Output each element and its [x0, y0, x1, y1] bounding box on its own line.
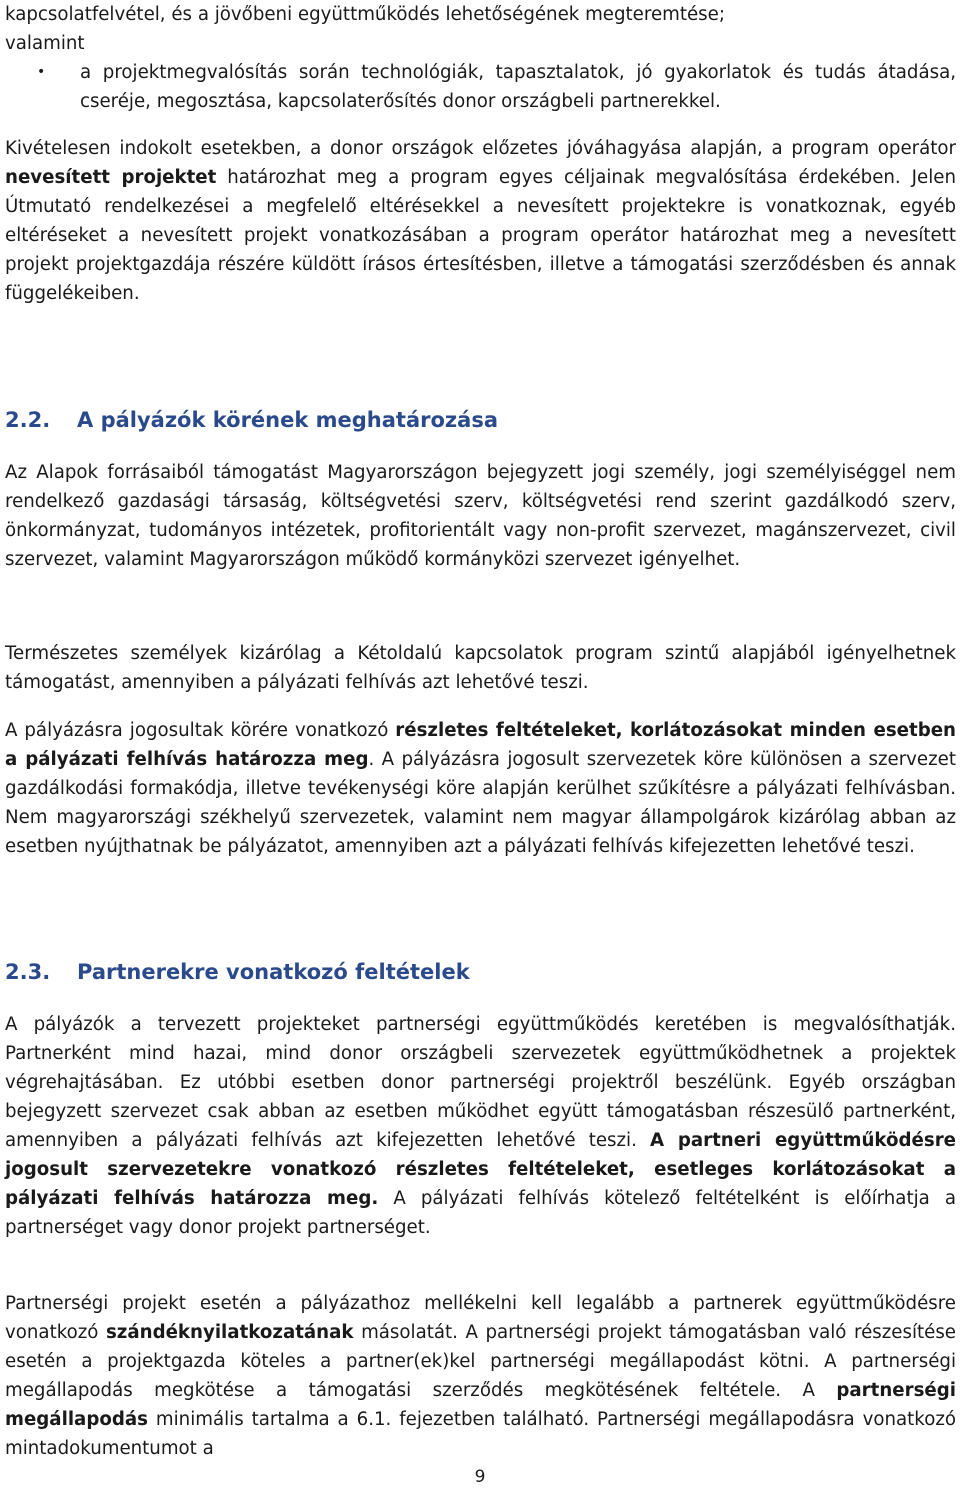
text-run: határozhat meg a program egyes céljainak megvalósítása érdekében. Jelen Útmutató rendelkezései a megfelelő eltérésekkel a nevesített projektekre is vonatkoznak, egyéb eltéréseket a nevesített projekt vonatkozásában a program operátor határozhat meg a nevesített projekt projektgazdája részére küldött írásos értesítésben, illetve a támogatási szerződésben és annak függelékeiben.	[5, 167, 956, 304]
section-number: 2.2.	[5, 408, 51, 432]
section-number: 2.3.	[5, 960, 51, 984]
bold-run: A partneri együttműködésre jogosult szervezetekre vonatkozó részletes feltételeket, esetleges korlátozásokat a pályázati felhívás határozza meg.	[5, 1130, 956, 1209]
continued-line-2: valamint	[5, 33, 85, 54]
text-run: Az Alapok forrásaiból támogatást Magyarországon bejegyzett jogi személy, jogi személyiséggel nem rendelkező gazdasági társaság, költségvetési szerv, költségvetési rend szerint gazdálkodó szerv, önkormányzat, tudományos intézetek, profitorientált vagy non-profit szervezet, magánszervezet, civil szervezet, valamint Magyarországon működő kormányközi szervezet igényelhet.	[5, 462, 956, 570]
section-title: A pályázók körének meghatározása	[77, 408, 498, 432]
bold-run: partnerségi megállapodás	[5, 1380, 956, 1430]
paragraph-partners	[5, 1010, 956, 1242]
paragraph-eligibility-conditions	[5, 716, 956, 861]
bullet-icon: •	[37, 64, 46, 80]
text-run: A pályázásra jogosultak körére vonatkozó	[5, 720, 396, 741]
bold-run: szándéknyilatkozatának	[105, 1322, 354, 1343]
bold-run: nevesített projektet	[5, 167, 217, 188]
paragraph-partnership-agreement	[5, 1289, 956, 1463]
text-run: másolatát. A partnerségi projekt támogatásban való részesítése esetén a projektgazda köteles a partner(ek)kel partnerségi megállapodást kötni. A partnerségi megállapodás megkötése a támogatási szerződés megkötésének feltétele. A	[5, 1322, 956, 1401]
section-title: Partnerekre vonatkozó feltételek	[77, 960, 470, 984]
text-run: Kivételesen indokolt esetekben, a donor országok előzetes jóváhagyása alapján, a program operátor	[5, 138, 956, 159]
continued-text	[5, 0, 956, 58]
paragraph-named-project	[5, 134, 956, 308]
bold-run: részletes feltételeket, korlátozásokat minden esetben a pályázati felhívás határozza meg	[5, 720, 956, 770]
text-run: Partnerségi projekt esetén a pályázathoz mellékelni kell legalább a partnerek együttműködésre vonatkozó	[5, 1293, 956, 1343]
continued-line-1: kapcsolatfelvétel, és a jövőbeni együttműködés lehetőségének megteremtése;	[5, 4, 725, 25]
text-run: Természetes személyek kizárólag a Kétoldalú kapcsolatok program szintű alapjából igényelhetnek támogatást, amennyiben a pályázati felhívás azt lehetővé teszi.	[5, 643, 956, 693]
text-run: minimális tartalma a 6.1. fejezetben található. Partnerségi megállapodásra vonatkozó mintadokumentumot a	[5, 1409, 956, 1459]
section-heading-2-3	[5, 958, 470, 987]
paragraph-eligible-applicants	[5, 458, 956, 574]
page-number: 9	[474, 1467, 486, 1487]
section-heading-2-2	[5, 406, 498, 435]
text-run: A pályázók a tervezett projekteket partnerségi együttműködés keretében is megvalósíthatják. Partnerként mind hazai, mind donor országbeli szervezetek együttműködhetnek a projektek végrehajtásában. Ez utóbbi esetben donor partnerségi projektről beszélünk. Egyéb országban bejegyzett szervezet csak abban az esetben működhet együtt támogatásban részesülő partnerként, amennyiben a pályázati felhívás azt kifejezetten lehetővé teszi.	[5, 1014, 956, 1151]
bullet-item	[5, 58, 956, 116]
paragraph-natural-persons	[5, 639, 956, 697]
text-run: A pályázati felhívás kötelező feltételként is előírhatja a partnerséget vagy donor projekt partnerséget.	[5, 1188, 956, 1238]
bullet-text: a projektmegvalósítás során technológiák, tapasztalatok, jó gyakorlatok és tudás átadása, cseréje, megosztása, kapcsolaterősítés donor országbeli partnerekkel.	[80, 62, 956, 112]
text-run: . A pályázásra jogosult szervezetek köre különösen a szervezet gazdálkodási formakódja, illetve tevékenységi köre alapján kerülhet szűkítésre a pályázati felhívásban. Nem magyarországi székhelyű szervezetek, valamint nem magyar állampolgárok kizárólag abban az esetben nyújthatnak be pályázatot, amennyiben azt a pályázati felhívás kifejezetten lehetővé teszi.	[5, 749, 956, 857]
